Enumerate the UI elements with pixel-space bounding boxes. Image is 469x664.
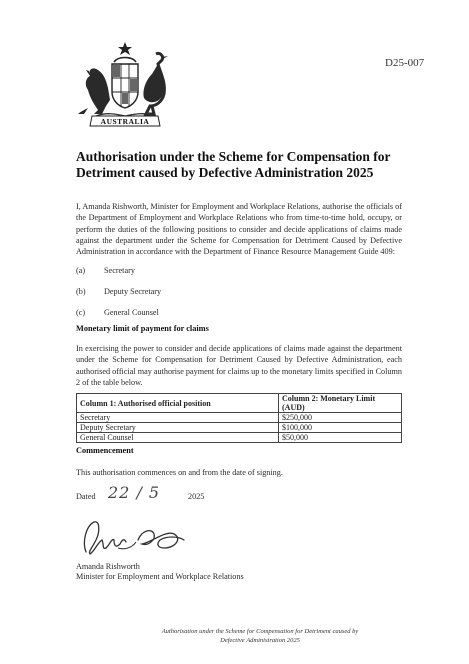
coat-of-arms-icon: [76, 40, 174, 130]
table-cell: Deputy Secretary: [77, 423, 279, 433]
document-title: Authorisation under the Scheme for Compensation for Detriment caused by Defective Administration 2025: [76, 149, 391, 180]
dated-label: Dated: [76, 492, 96, 501]
table-cell: Secretary: [77, 413, 279, 423]
table-cell: $250,000: [279, 413, 402, 423]
document-reference: D25-007: [385, 57, 425, 69]
monetary-limits-table: [76, 393, 402, 443]
footer-line: Authorisation under the Scheme for Compensation for Detriment caused by: [161, 628, 359, 635]
monetary-limit-paragraph: In exercising the power to consider and decide applications of claims made against the department under the Scheme for Compensation for Detriment Caused by Defective Administration, each authorised official may authorise payment for claims up to the monetary limits specified in Column 2 of the table below.: [76, 344, 402, 387]
table-row: [77, 433, 402, 443]
table-row: [77, 423, 402, 433]
position-label: General Counsel: [104, 308, 159, 317]
column-header: Column 1: Authorised official position: [77, 394, 279, 413]
commencement-paragraph: This authorisation commences on and from the date of signing.: [76, 468, 283, 477]
monetary-limit-heading: Monetary limit of payment for claims: [76, 324, 209, 333]
signatory-name: Amanda Rishworth: [76, 562, 140, 571]
page-footer: [120, 628, 400, 645]
commencement-heading: Commencement: [76, 446, 134, 455]
handwritten-date: 22 / 5: [108, 483, 161, 502]
dated-year: 2025: [188, 492, 205, 501]
position-label: Secretary: [104, 266, 135, 275]
list-marker: (b): [76, 287, 86, 296]
intro-paragraph: I, Amanda Rishworth, Minister for Employment and Workplace Relations, authorise the officials of the Department of Employment and Workplace Relations who from time-to-time hold, occupy, or perform the duties of the following positions to consider and decide applications of claims made against the department under the Scheme for Compensation for Detriment Caused by Defective Administration in accordance with the Department of Finance Resource Management Guide 409:: [76, 202, 402, 257]
signatory-role: Minister for Employment and Workplace Relations: [76, 572, 244, 581]
column-header: Column 2: Monetary Limit (AUD): [279, 394, 402, 413]
list-marker: (a): [76, 266, 86, 275]
table-cell: General Counsel: [77, 433, 279, 443]
signature-image: [78, 512, 198, 560]
table-cell: $100,000: [279, 423, 402, 433]
signatory-block: [76, 562, 244, 582]
list-marker: (c): [76, 308, 86, 317]
table-cell: $50,000: [279, 433, 402, 443]
dated-line: [76, 483, 236, 507]
crest-scroll-label: AUSTRALIA: [100, 117, 150, 126]
footer-line: Defective Administration 2025: [220, 636, 300, 644]
table-header-row: [77, 394, 402, 413]
table-row: [77, 413, 402, 423]
position-label: Deputy Secretary: [104, 287, 162, 296]
